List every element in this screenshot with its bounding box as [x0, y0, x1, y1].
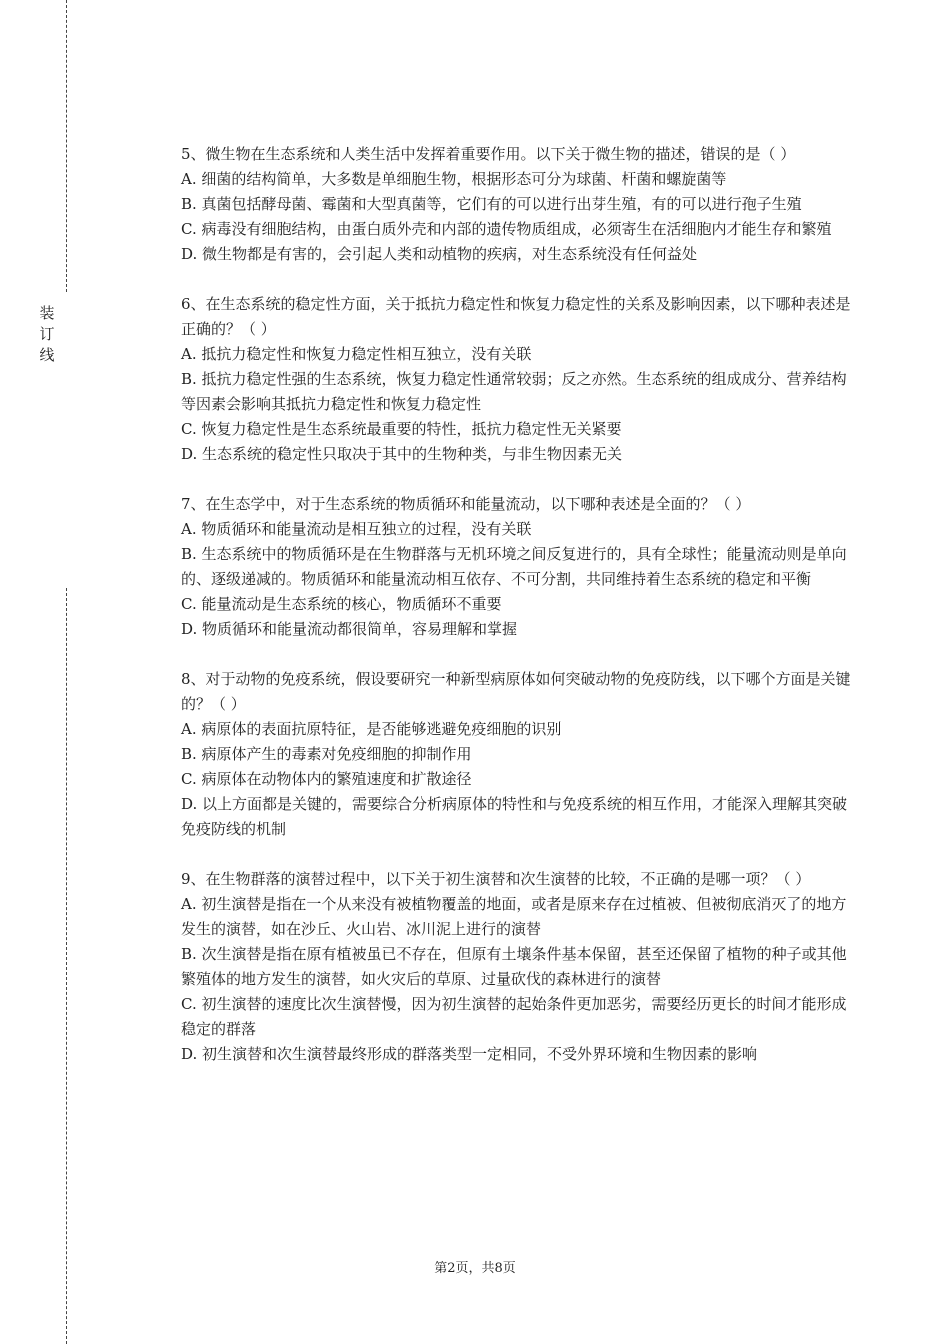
question-stem: 5、微生物在生态系统和人类生活中发挥着重要作用。以下关于微生物的描述，错误的是（ ） [181, 145, 796, 163]
option-d: D. 微生物都是有害的，会引起人类和动植物的疾病，对生态系统没有任何益处 [181, 245, 698, 263]
option-d: D. 生态系统的稳定性只取决于其中的生物种类，与非生物因素无关 [181, 445, 623, 463]
option-a: A. 细菌的结构简单，大多数是单细胞生物，根据形态可分为球菌、杆菌和螺旋菌等 [181, 170, 727, 188]
binding-label [36, 303, 58, 366]
option-c: C. 能量流动是生态系统的核心，物质循环不重要 [181, 595, 502, 613]
question-9 [181, 867, 851, 1067]
binding-char: 装 [39, 304, 55, 322]
question-stem: 7、在生态学中，对于生态系统的物质循环和能量流动，以下哪种表述是全面的？（ ） [181, 495, 751, 513]
option-a: A. 病原体的表面抗原特征，是否能够逃避免疫细胞的识别 [181, 720, 562, 738]
page-number: 第2页，共8页 [434, 1261, 516, 1276]
option-b: B. 病原体产生的毒素对免疫细胞的抑制作用 [181, 745, 472, 763]
option-b: B. 生态系统中的物质循环是在生物群落与无机环境之间反复进行的，具有全球性；能量流动则是单向的、逐级递减的。物质循环和能量流动相互依存、不可分割，共同维持着生态系统的稳定和平衡 [181, 545, 847, 588]
binding-char: 线 [39, 346, 55, 364]
option-c: C. 病原体在动物体内的繁殖速度和扩散途径 [181, 770, 472, 788]
option-d: D. 初生演替和次生演替最终形成的群落类型一定相同，不受外界环境和生物因素的影响 [181, 1045, 758, 1063]
option-d: D. 以上方面都是关键的，需要综合分析病原体的特性和与免疫系统的相互作用，才能深入理解其突破免疫防线的机制 [181, 795, 848, 838]
binding-char: 订 [39, 325, 55, 343]
question-stem: 6、在生态系统的稳定性方面，关于抵抗力稳定性和恢复力稳定性的关系及影响因素，以下哪种表述是正确的？（ ） [181, 295, 851, 338]
binding-line-bottom [66, 588, 67, 1344]
question-stem: 9、在生物群落的演替过程中，以下关于初生演替和次生演替的比较，不正确的是哪一项？（ ） [181, 870, 811, 888]
question-list [181, 142, 851, 1092]
question-5 [181, 142, 851, 267]
binding-line-top [66, 0, 67, 292]
option-a: A. 物质循环和能量流动是相互独立的过程，没有关联 [181, 520, 532, 538]
question-6 [181, 292, 851, 467]
question-8 [181, 667, 851, 842]
question-stem: 8、对于动物的免疫系统，假设要研究一种新型病原体如何突破动物的免疫防线，以下哪个方面是关键的？（ ） [181, 670, 851, 713]
option-a: A. 初生演替是指在一个从来没有被植物覆盖的地面，或者是原来存在过植被、但被彻底消灭了的地方发生的演替，如在沙丘、火山岩、冰川泥上进行的演替 [181, 895, 847, 938]
option-d: D. 物质循环和能量流动都很简单，容易理解和掌握 [181, 620, 518, 638]
option-b: B. 次生演替是指在原有植被虽已不存在，但原有土壤条件基本保留，甚至还保留了植物的种子或其他繁殖体的地方发生的演替，如火灾后的草原、过量砍伐的森林进行的演替 [181, 945, 847, 988]
option-b: B. 真菌包括酵母菌、霉菌和大型真菌等，它们有的可以进行出芽生殖，有的可以进行孢子生殖 [181, 195, 802, 213]
option-a: A. 抵抗力稳定性和恢复力稳定性相互独立，没有关联 [181, 345, 532, 363]
option-c: C. 病毒没有细胞结构，由蛋白质外壳和内部的遗传物质组成，必须寄生在活细胞内才能生存和繁殖 [181, 220, 832, 238]
option-c: C. 恢复力稳定性是生态系统最重要的特性，抵抗力稳定性无关紧要 [181, 420, 622, 438]
option-b: B. 抵抗力稳定性强的生态系统，恢复力稳定性通常较弱；反之亦然。生态系统的组成成分、营养结构等因素会影响其抵抗力稳定性和恢复力稳定性 [181, 370, 847, 413]
option-c: C. 初生演替的速度比次生演替慢，因为初生演替的起始条件更加恶劣，需要经历更长的时间才能形成稳定的群落 [181, 995, 847, 1038]
question-7 [181, 492, 851, 642]
